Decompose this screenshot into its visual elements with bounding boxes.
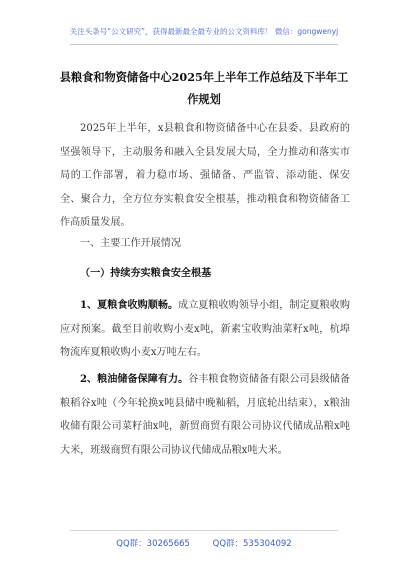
item-text-1: 成立夏粮收购领导小组，制定夏粮收购应对预案。截至目前收购小麦x吨，新素宝收购油菜籽x吨，杭埠物流库夏粮收购小麦x万吨左右。 [60, 300, 350, 359]
section-heading: 一、主要工作开展情况 [80, 238, 181, 249]
intro-paragraph: 2025年上半年，x县粮食和物资储备中心在县委、县政府的坚强领导下，主动服务和融入全县发展大局，全力推动和落实市局的工作部署，着力稳市场、强储备、严监管、添动能、保安全、聚合力，全方位夯实粮食安全根基，推动粮食和物资储备工作高质量发展。 [60, 123, 350, 229]
item-lead-1: 1、夏粮食收购顺畅。 [80, 300, 179, 311]
footer-divider [70, 530, 338, 531]
header-note: 关注头条号“公文研究”，获得最新最全最专业的公文资料库！ 微信：gongwenyj [69, 27, 339, 36]
item-lead-2: 2、粮油储备保障有力。 [80, 374, 189, 385]
document-title: 县粮食和物资储备中心2025年上半年工作总结及下半年工作规划 [59, 70, 349, 106]
item-paragraph-1 [60, 294, 350, 365]
footer-qq-group-2: QQ群：535304092 [212, 539, 292, 549]
item-text-2: 谷丰粮食物资储备有限公司县级储备粮稻谷x吨（今年轮换x吨县储中晚籼稻，月底轮出结束），x粮油收储有限公司菜籽油x吨，新贸商贸有限公司协议代储成品粮x吨大米，班级商贸有限公司协议代储成品粮x吨大米。 [60, 374, 350, 456]
footer-qq-group-1: QQ群：30265665 [116, 539, 190, 549]
subsection-heading: （一）持续夯实粮食安全根基 [80, 268, 212, 279]
header-divider [70, 44, 338, 45]
footer [0, 537, 408, 549]
item-paragraph-2 [60, 368, 350, 462]
